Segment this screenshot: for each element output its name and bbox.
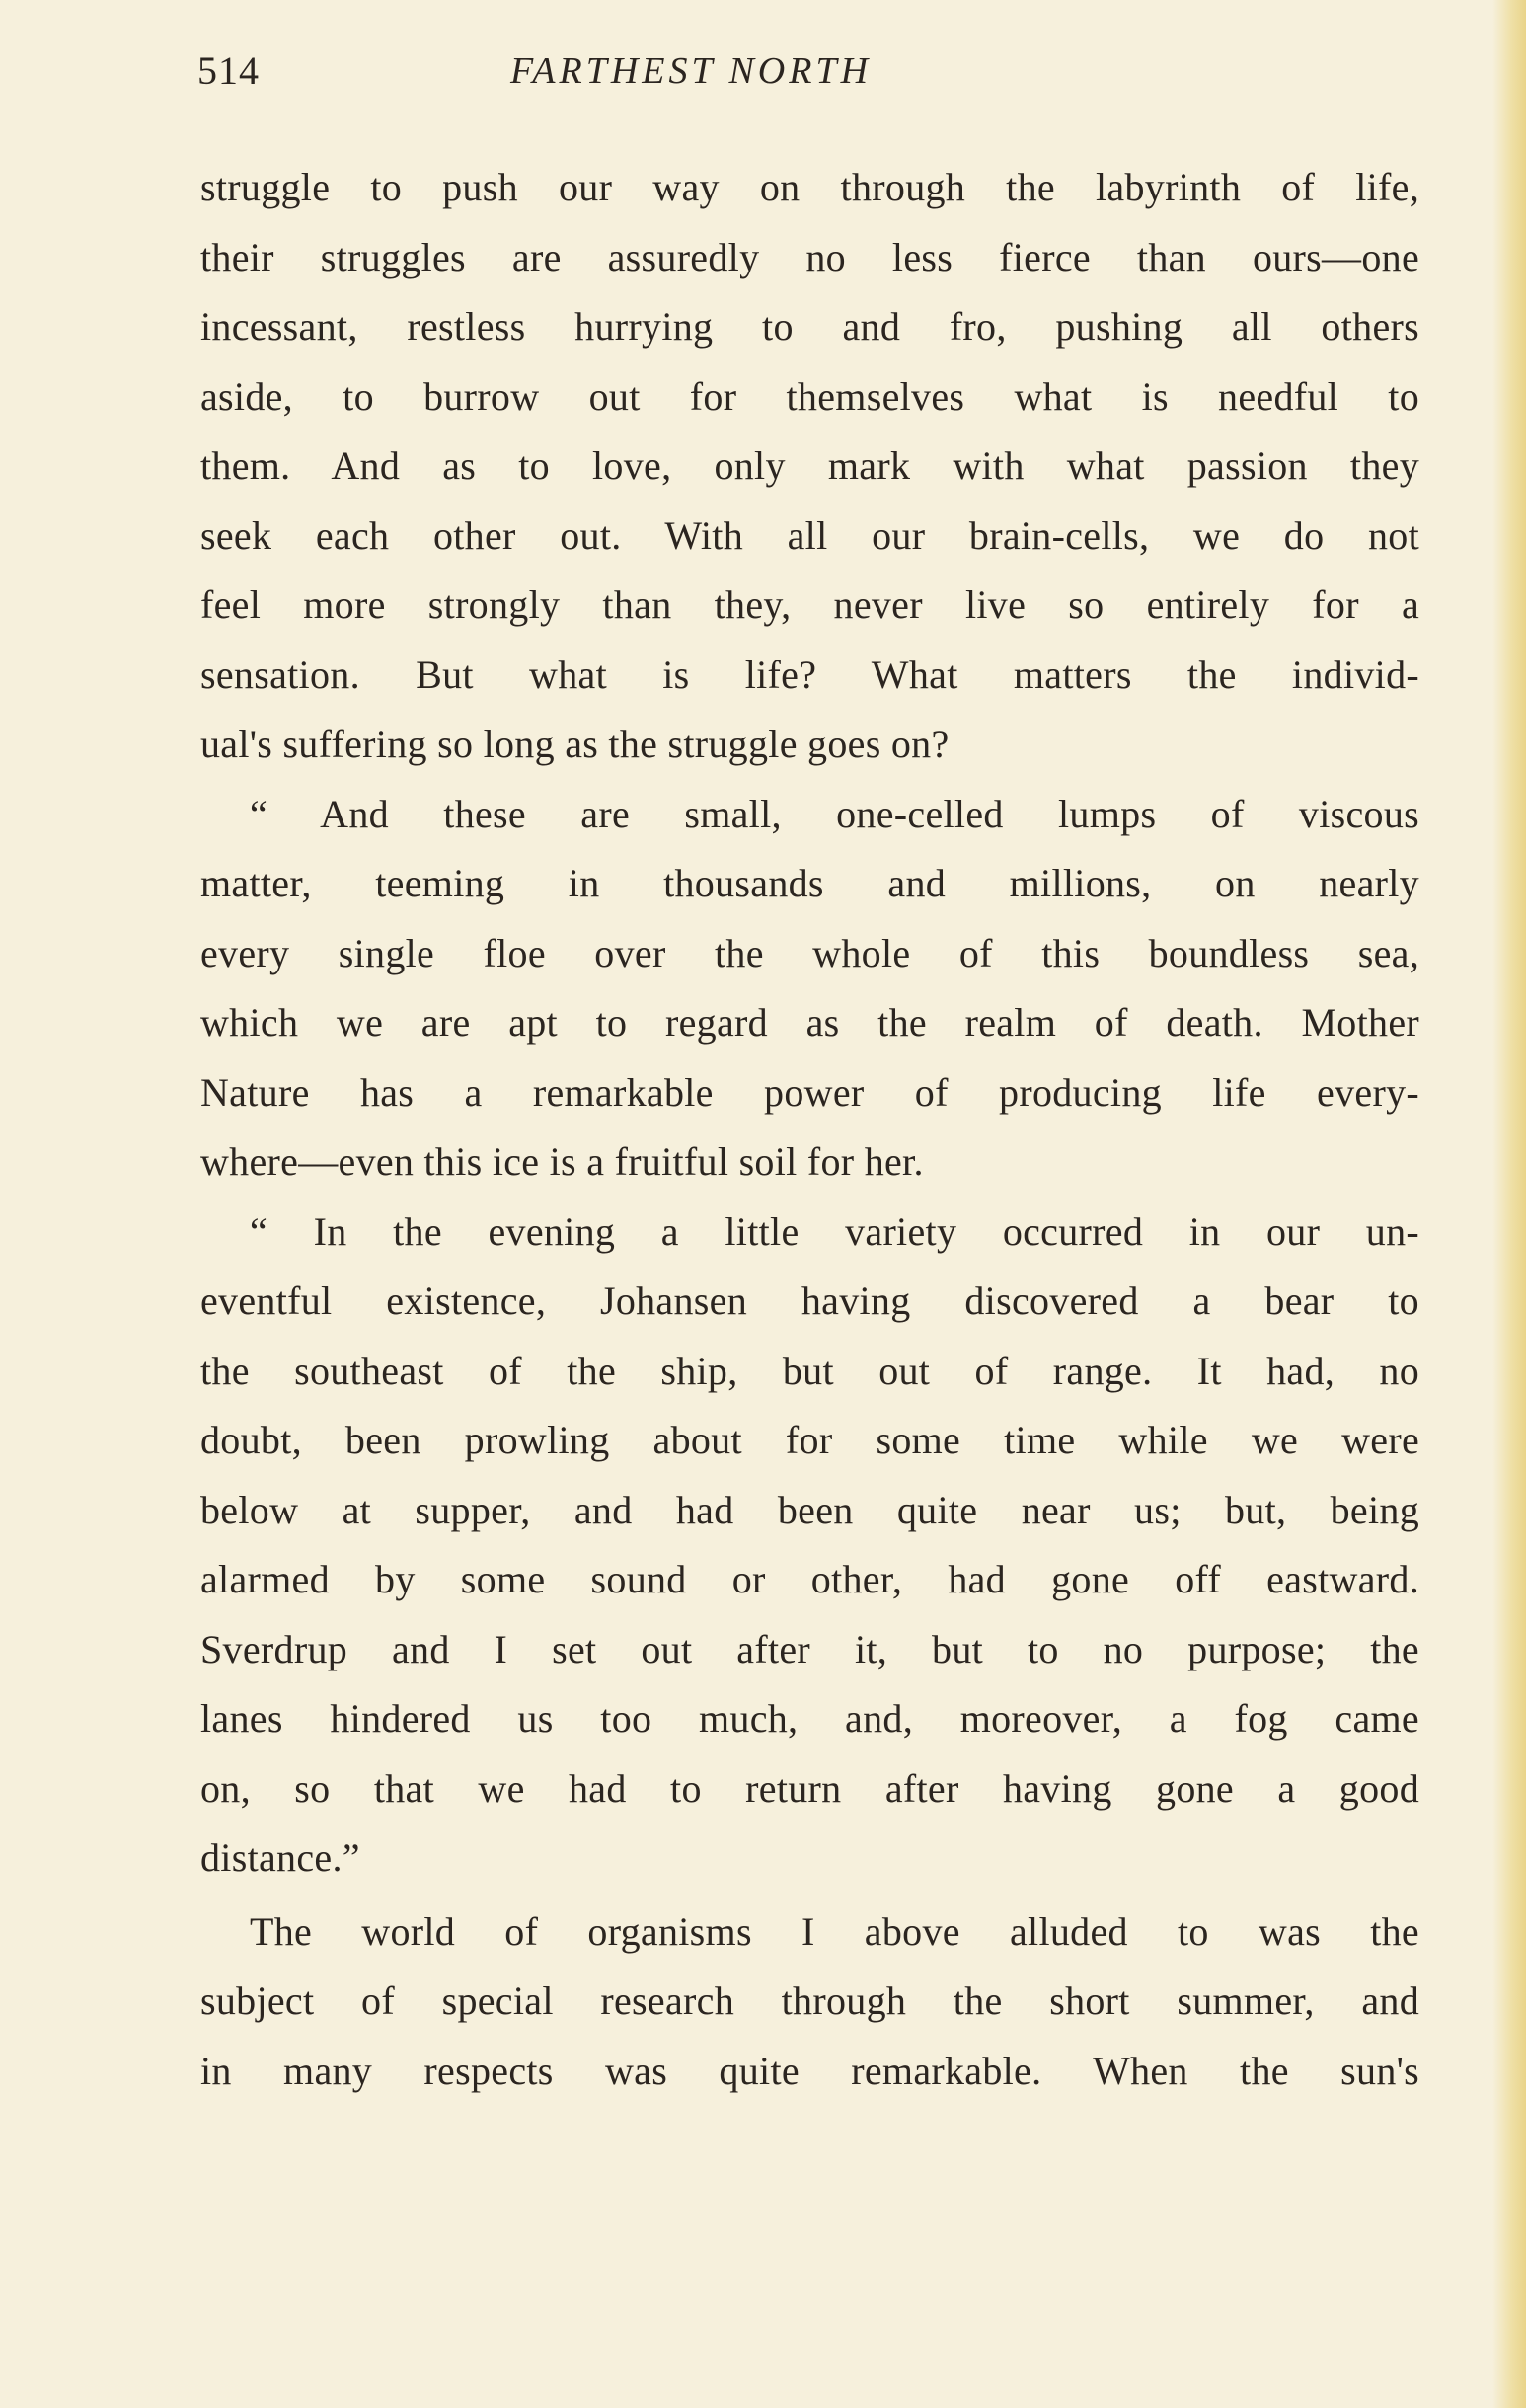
text-line: struggle to push our way on through the labyrinth of life, xyxy=(200,165,1419,209)
text-line: “ And these are small, one-celled lumps of viscous xyxy=(250,791,1419,836)
text-line: lanes hindered us too much, and, moreover, a fog came xyxy=(200,1696,1419,1741)
text-line: aside, to burrow out for themselves what is needful to xyxy=(200,373,1419,419)
text-line: “ In the evening a little variety occurred in our un- xyxy=(250,1208,1419,1254)
text-line: subject of special research through the short summer, and xyxy=(200,1979,1419,2023)
text-line: the southeast of the ship, but out of range. It had, no xyxy=(200,1348,1419,1393)
text-line: where—even this ice is a fruitful soil for her. xyxy=(200,1139,924,1184)
paragraph xyxy=(200,780,1419,1198)
text-line: every single floe over the whole of this boundless sea, xyxy=(200,930,1419,975)
paragraph xyxy=(200,153,1419,780)
text-line: alarmed by some sound or other, had gone off eastward. xyxy=(200,1557,1419,1601)
text-line: Sverdrup and I set out after it, but to no purpose; the xyxy=(200,1626,1419,1671)
page-edge xyxy=(1492,0,1526,2408)
text-line: distance.” xyxy=(200,1835,360,1880)
text-line: The world of organisms I above alluded to was the xyxy=(250,1908,1419,1954)
text-line: ual's suffering so long as the struggle goes on? xyxy=(200,722,950,766)
body-text xyxy=(200,153,1419,2106)
text-line: feel more strongly than they, never live so entirely for a xyxy=(200,583,1419,627)
text-line: seek each other out. With all our brain-cells, we do not xyxy=(200,512,1419,558)
text-line: sensation. But what is life? What matters the individ- xyxy=(200,652,1419,697)
text-line: on, so that we had to return after having gone a good xyxy=(200,1765,1419,1811)
text-line: below at supper, and had been quite near us; but, being xyxy=(200,1487,1419,1532)
text-line: Nature has a remarkable power of producing life every- xyxy=(200,1069,1419,1115)
text-line: their struggles are assuredly no less fierce than ours—one xyxy=(200,234,1419,279)
text-line: doubt, been prowling about for some time while we were xyxy=(200,1418,1419,1462)
paragraph xyxy=(200,1198,1419,1894)
text-line: matter, teeming in thousands and millions, on nearly xyxy=(200,861,1419,905)
page-header xyxy=(197,47,1421,107)
page-number: 514 xyxy=(197,48,260,93)
paragraph xyxy=(200,1898,1419,2107)
running-title: FARTHEST NORTH xyxy=(509,50,873,92)
text-line: them. And as to love, only mark with what passion they xyxy=(200,443,1419,488)
text-line: eventful existence, Johansen having discovered a bear to xyxy=(200,1279,1419,1323)
text-line: incessant, restless hurrying to and fro, pushing all others xyxy=(200,304,1419,349)
text-line: which we are apt to regard as the realm of death. Mother xyxy=(200,1000,1419,1045)
text-line: in many respects was quite remarkable. When the sun's xyxy=(200,2048,1419,2093)
